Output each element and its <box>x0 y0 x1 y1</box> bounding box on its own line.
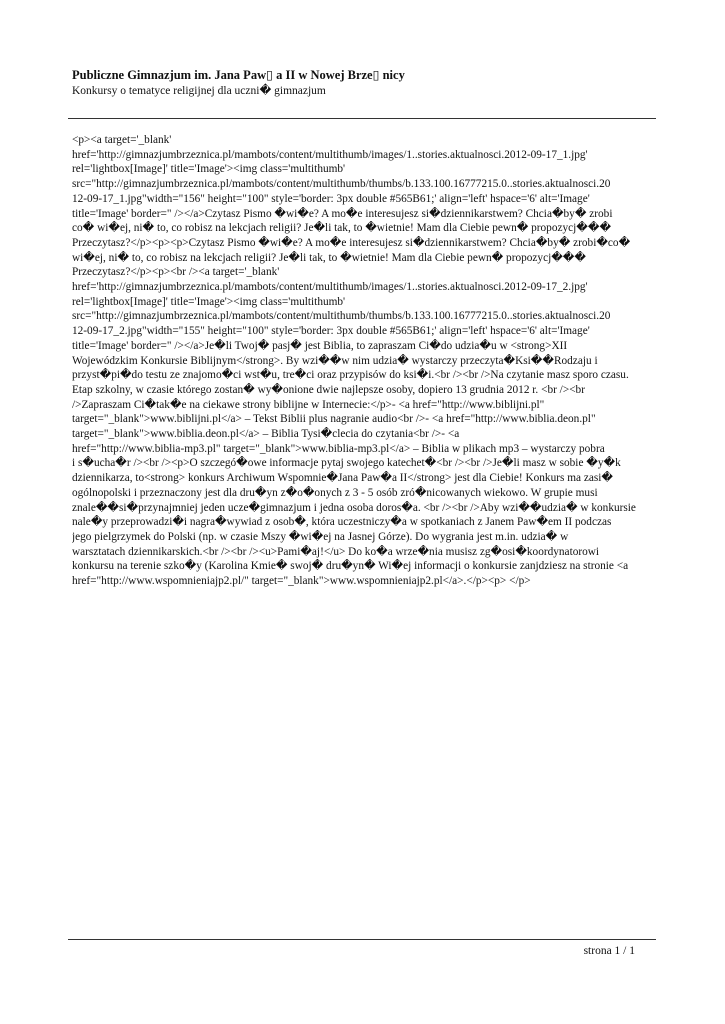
body-line: target="_blank">www.biblijni.pl</a> – Tekst Biblii plus nagranie audio<br />- <a href="http://www.biblia.deon.pl" <box>72 413 596 426</box>
body-line: 12-09-17_1.jpg"width="156" height="100" style='border: 3px double #565B61;' align='left' hspace='6' alt='Image' <box>72 192 590 205</box>
header-divider <box>68 118 656 119</box>
body-line: src="http://gimnazjumbrzeznica.pl/mambots/content/multithumb/thumbs/b.133.100.16777215.0..stories.aktualnosci.20 <box>72 178 611 191</box>
page-number: strona 1 / 1 <box>583 945 635 957</box>
body-line: znale��si�przynajmniej jeden ucze�gimnazjum i jedna osoba doros�a. <br /><br />Aby wzi��udzia� w konkursie <box>72 501 636 514</box>
body-line: title='Image' border=" /></a>Je�li Twoj� pasj� jest Biblia, to zapraszam Ci�do udzia�u w <strong>XII <box>72 339 568 352</box>
footer-divider <box>68 939 656 940</box>
body-line: konkursu na terenie szko�y (Karolina Kmie� swoj� dru�yn� Wi�ej informacji o konkursie zanjdziesz na stronie <a <box>72 560 629 573</box>
body-line: href="http://www.wspomnieniajp2.pl/" target="_blank">www.wspomnieniajp2.pl</a>.</p><p> </p> <box>72 575 531 588</box>
body-line: rel='lightbox[Image]' title='Image'><img class='multithumb' <box>72 163 346 176</box>
body-line: Przeczytasz?</p><p><p>Czytasz Pismo �wi�e? A mo�e interesujesz si�dziennikarstwem? Chcia�by� zrobi�co� <box>72 236 631 249</box>
body-line: href='http://gimnazjumbrzeznica.pl/mambots/content/multithumb/images/1..stories.aktualnosci.2012-09-17_1.jpg' <box>72 148 588 161</box>
body-line: src="http://gimnazjumbrzeznica.pl/mambots/content/multithumb/thumbs/b.133.100.16777215.0..stories.aktualnosci.20 <box>72 310 611 323</box>
article-subtitle: Konkursy o tematyce religijnej dla uczni� gimnazjum <box>72 85 326 97</box>
body-line: warsztatach dziennikarskich.<br /><br /><u>Pami�aj!</u> Do ko�a wrze�nia musisz zg�osi�koordynatorowi <box>72 545 600 558</box>
body-line: przyst�pi�do testu ze znajomo�ci wst�u, tre�ci oraz przypisów do ksi�i.<br /><br />Na czytanie masz sporo czasu. <box>72 369 629 382</box>
body-line: co� wi�ej, ni� to, co robisz na lekcjach religii? Je�li tak, to �wietnie! Mam dla Ciebie pewn� propozycj��� <box>72 222 612 235</box>
body-line: href='http://gimnazjumbrzeznica.pl/mambots/content/multithumb/images/1..stories.aktualnosci.2012-09-17_2.jpg' <box>72 281 588 294</box>
body-line: <p><a target='_blank' <box>72 134 172 146</box>
body-line: nale�y przeprowadzi�i nagra�wywiad z osob�, która uczestniczy�a w spotkaniach z Janem Paw�em II podczas <box>72 516 612 529</box>
article-body <box>72 133 657 589</box>
body-line: Wojewódzkim Konkursie Biblijnym</strong>. By wzi��w nim udzia� wystarczy przeczyta�Ksi��Rodzaju i <box>72 354 598 367</box>
school-title: Publiczne Gimnazjum im. Jana Paw▯ a II w Nowej Brze▯ nicy <box>72 68 405 82</box>
body-line: />Zapraszam Ci�tak�e na ciekawe strony biblijne w Internecie:</p>- <a href="http://www.biblijni.pl" <box>72 398 545 411</box>
body-line: jego pielgrzymek do Polski (np. w czasie Mszy �wi�ej na Jasnej Górze). Do wygrania jest m.in. udzia� w <box>72 530 569 543</box>
body-line: title='Image' border=" /></a>Czytasz Pismo �wi�e? A mo�e interesujesz si�dziennikarstwem? Chcia�by� zrobi <box>72 207 613 220</box>
body-line: Etap szkolny, w czasie którego zostan� wy�onione dwie najlepsze osoby, dopiero 13 grudnia 2012 r. <br /><br <box>72 383 585 396</box>
body-line: rel='lightbox[Image]' title='Image'><img class='multithumb' <box>72 295 346 308</box>
body-line: 12-09-17_2.jpg"width="155" height="100" style='border: 3px double #565B61;' align='left' hspace='6' alt='Image' <box>72 325 590 338</box>
body-line: dziennikarza, to<strong> konkurs Archiwum Wspomnie�Jana Paw�a II</strong> jest dla Ciebie! Konkurs ma zasi� <box>72 472 613 485</box>
body-line: ogólnopolski i przeznaczony jest dla dru�yn z�o�onych z 3 - 5 osób zró�nicowanych wiekowo. W grupie musi <box>72 486 598 499</box>
body-line: href="http://www.biblia-mp3.pl" target="_blank">www.biblia-mp3.pl</a> – Biblia w plikach mp3 – wystarczy pobra <box>72 442 605 455</box>
body-line: Przeczytasz?</p><p><br /><a target='_blank' <box>72 266 280 279</box>
body-line: wi�ej, ni� to, co robisz na lekcjach religii? Je�li tak, to �wietnie! Mam dla Ciebie pewn� propozycj��� <box>72 251 586 264</box>
document-header <box>72 66 657 98</box>
body-line: target="_blank">www.biblia.deon.pl</a> – Biblia Tysi�clecia do czytania<br />- <a <box>72 428 460 441</box>
body-line: i s�ucha�r /><br /><p>O szczegó�owe informacje pytaj swojego katechet�<br /><br />Je�li masz w sobie �y�k <box>72 457 621 470</box>
